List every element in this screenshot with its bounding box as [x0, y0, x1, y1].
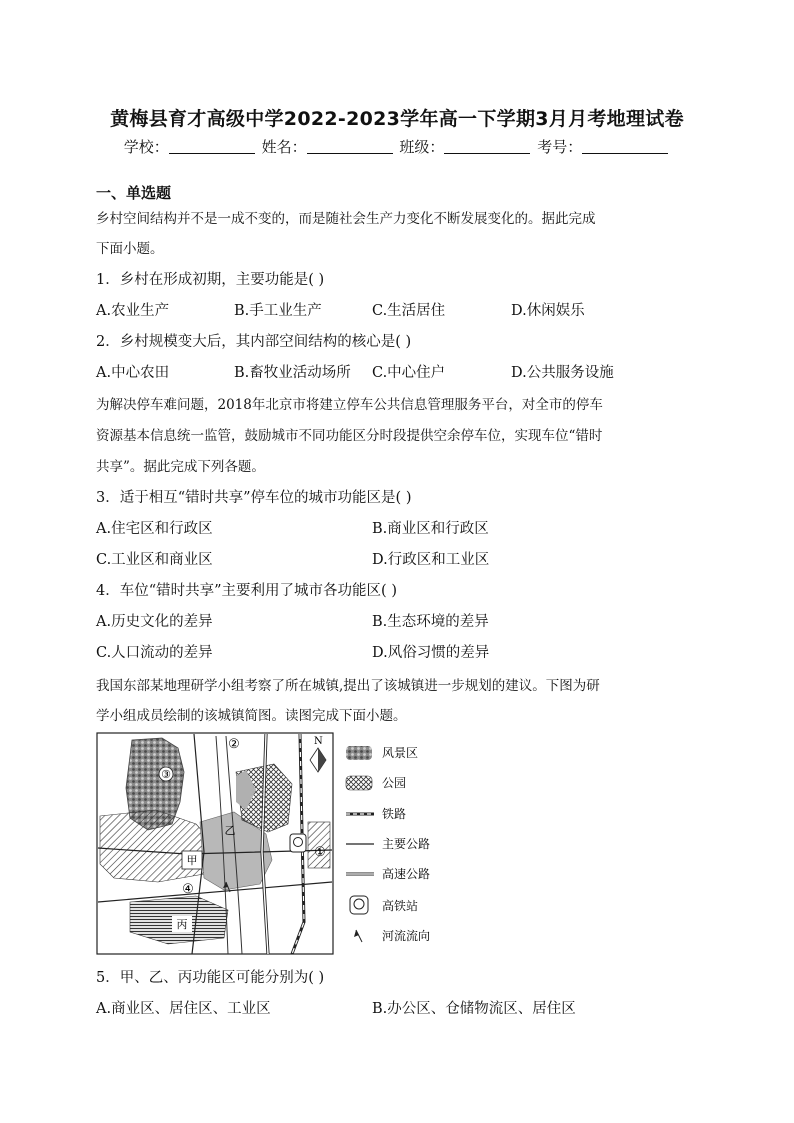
- passage3-line2: 学小组成员绘制的该城镇简图。读图完成下面小题。: [96, 708, 407, 724]
- q4-stem: 4．车位“错时共享”主要利用了城市各功能区( ): [96, 583, 397, 599]
- legend-scenic-swatch: [346, 746, 372, 760]
- label-bing: 丙: [176, 918, 188, 931]
- class-label: 班级：: [399, 138, 445, 156]
- q2-option-c[interactable]: C.中心住户: [372, 365, 446, 381]
- label-4: ④: [182, 882, 194, 897]
- q3-option-a[interactable]: A.住宅区和行政区: [96, 521, 213, 537]
- legend-station: 高铁站: [382, 899, 419, 913]
- school-label: 学校：: [123, 138, 169, 156]
- section-heading: 一、单选题: [96, 184, 172, 202]
- passage2-line2: 资源基本信息统一监管，鼓励城市不同功能区分时段提供空余停车位，实现车位“错时: [96, 428, 603, 444]
- name-blank[interactable]: [307, 139, 393, 154]
- legend-scenic: 风景区: [382, 746, 419, 760]
- label-3: ③: [161, 768, 171, 781]
- q4-option-b[interactable]: B.生态环境的差异: [372, 614, 489, 630]
- q3-stem: 3．适于相互“错时共享”停车位的城市功能区是( ): [96, 490, 412, 506]
- q1-option-a[interactable]: A.农业生产: [96, 303, 170, 319]
- legend-park-swatch: [346, 776, 372, 790]
- q5-option-b[interactable]: B.办公区、仓储物流区、居住区: [372, 1001, 576, 1017]
- legend-highway: 高速公路: [382, 867, 431, 881]
- q2-option-a[interactable]: A.中心农田: [96, 365, 170, 381]
- label-yi: 乙: [224, 824, 236, 837]
- legend-railway: 铁路: [382, 807, 407, 821]
- passage1-line1: 乡村空间结构并不是一成不变的，而是随社会生产力变化不断发展变化的。据此完成: [96, 211, 596, 227]
- map-legend: [346, 746, 430, 943]
- legend-main-road: 主要公路: [382, 837, 431, 851]
- q2-option-b[interactable]: B.畜牧业活动场所: [234, 365, 351, 381]
- label-2: ②: [228, 737, 240, 752]
- q3-option-c[interactable]: C.工业区和商业区: [96, 552, 213, 568]
- q1-option-c[interactable]: C.生活居住: [372, 303, 446, 319]
- q1-option-b[interactable]: B.手工业生产: [234, 303, 322, 319]
- school-blank[interactable]: [169, 139, 255, 154]
- passage2-line1: 为解决停车难问题，2018年北京市将建立停车公共信息管理服务平台，对全市的停车: [96, 397, 603, 413]
- name-label: 姓名：: [261, 138, 307, 156]
- legend-river: 河流流向: [382, 929, 431, 943]
- student-info-line: [0, 136, 794, 157]
- legend-park: 公园: [382, 776, 407, 790]
- q1-stem: 1．乡村在形成初期，主要功能是( ): [96, 272, 325, 288]
- label-1: ①: [314, 845, 326, 860]
- number-blank[interactable]: [582, 139, 668, 154]
- exam-title: 黄梅县育才高级中学2022-2023学年高一下学期3月月考地理试卷: [110, 108, 684, 130]
- north-label: N: [314, 736, 323, 747]
- q5-stem: 5．甲、乙、丙功能区可能分别为( ): [96, 970, 325, 986]
- q4-option-a[interactable]: A.历史文化的差异: [96, 614, 213, 630]
- q5-option-a[interactable]: A.商业区、居住区、工业区: [96, 1001, 271, 1017]
- label-jia: 甲: [186, 854, 198, 867]
- passage2-line3: 共享”。据此完成下列各题。: [96, 459, 265, 475]
- station-icon: [290, 834, 306, 852]
- passage3-line1: 我国东部某地理研学小组考察了所在城镇,提出了该城镇进一步规划的建议。下图为研: [96, 678, 600, 694]
- q2-stem: 2．乡村规模变大后，其内部空间结构的核心是( ): [96, 334, 412, 350]
- class-blank[interactable]: [444, 139, 530, 154]
- town-map: [96, 732, 456, 956]
- q4-option-c[interactable]: C.人口流动的差异: [96, 645, 213, 661]
- number-label: 考号：: [537, 138, 583, 156]
- passage1-line2: 下面小题。: [96, 241, 164, 257]
- q3-option-b[interactable]: B.商业区和行政区: [372, 521, 489, 537]
- q3-option-d[interactable]: D.行政区和工业区: [372, 552, 490, 568]
- q4-option-d[interactable]: D.风俗习惯的差异: [372, 645, 490, 661]
- q2-option-d[interactable]: D.公共服务设施: [511, 365, 614, 381]
- q1-option-d[interactable]: D.休闲娱乐: [511, 303, 585, 319]
